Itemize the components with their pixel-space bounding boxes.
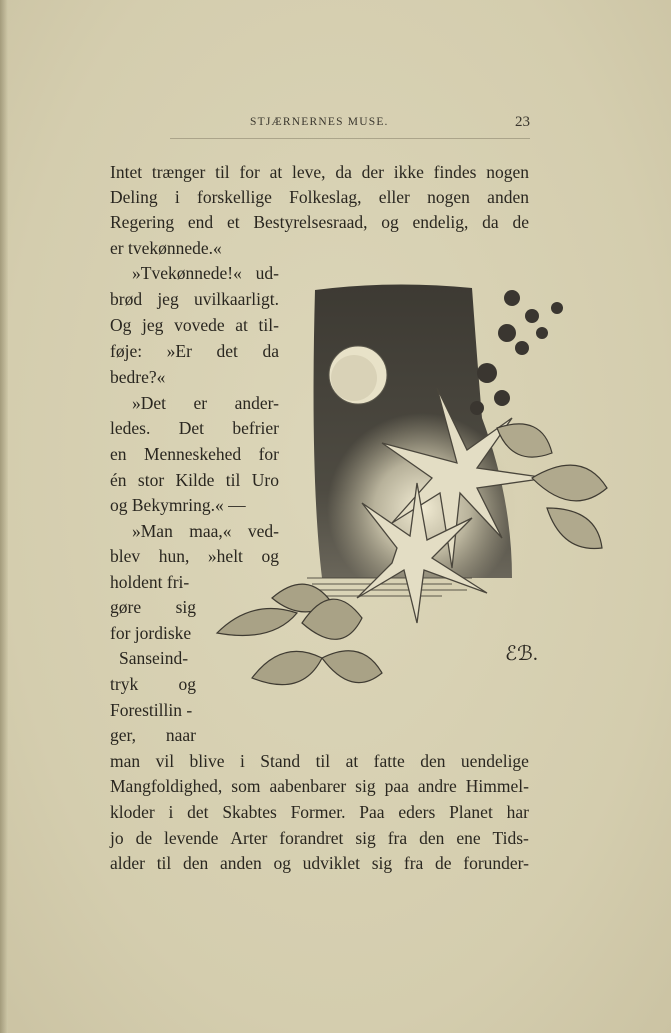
word: Planet — [449, 802, 493, 822]
word: Uro — [251, 470, 279, 490]
word: jeg — [157, 289, 179, 309]
word: til — [156, 853, 172, 873]
word: Himmel- — [465, 776, 529, 796]
word: den — [182, 853, 209, 873]
word: trænger — [151, 162, 206, 182]
text-line — [110, 727, 196, 745]
word: og — [273, 853, 291, 873]
word: »helt — [207, 546, 243, 566]
word: et — [226, 212, 240, 232]
word: Arter — [230, 828, 268, 848]
text-line — [110, 189, 529, 207]
word: ud- — [255, 263, 279, 283]
word: fra — [387, 828, 408, 848]
word: Det — [178, 418, 204, 438]
text-line: Sanseind- — [119, 648, 189, 668]
page-number: 23 — [515, 114, 530, 130]
word: sig — [355, 828, 376, 848]
word: sig — [371, 853, 393, 873]
word: Og — [110, 315, 132, 335]
word: andre — [417, 776, 457, 796]
word: leve, — [292, 162, 326, 182]
word: anden — [219, 853, 262, 873]
word: ledes. — [110, 418, 151, 438]
word: naar — [165, 725, 196, 745]
header-rule — [170, 138, 530, 139]
word: de — [435, 853, 452, 873]
word: gøre — [110, 597, 142, 617]
word: eller — [378, 187, 410, 207]
word: ikke — [393, 162, 424, 182]
word: de — [512, 212, 529, 232]
word: Regering — [110, 212, 175, 232]
word: nogen — [486, 162, 529, 182]
word: Tids- — [492, 828, 529, 848]
word: fra — [403, 853, 424, 873]
word: »Man — [132, 521, 173, 541]
word: kloder — [110, 802, 155, 822]
foliage-left — [217, 584, 382, 685]
word: føje: — [110, 341, 143, 361]
word: og — [381, 212, 399, 232]
word: til- — [258, 315, 279, 335]
word: maa,« — [189, 521, 232, 541]
page-spine-shadow — [0, 0, 8, 1033]
word: uvilkaarligt. — [193, 289, 279, 309]
word: Stand — [260, 751, 301, 771]
word: forunder- — [463, 853, 529, 873]
word: stor — [137, 470, 165, 490]
word: til — [225, 470, 241, 490]
word: for — [258, 444, 279, 464]
word: der — [361, 162, 384, 182]
text-line: bedre?« — [110, 367, 166, 387]
word: ved- — [247, 521, 279, 541]
word: tryk — [110, 674, 139, 694]
word: »Det — [132, 393, 167, 413]
word: de — [135, 828, 153, 848]
word: Intet — [110, 162, 143, 182]
word: Skabtes — [222, 802, 277, 822]
word: sig — [175, 597, 196, 617]
word: ger, — [110, 725, 137, 745]
word: at — [345, 751, 359, 771]
word: forskellige — [197, 187, 272, 207]
text-line: holdent fri- — [110, 572, 190, 592]
word: Deling — [110, 187, 158, 207]
word: er — [193, 393, 208, 413]
text-line — [110, 164, 529, 182]
word: man — [110, 751, 141, 771]
text-line — [110, 778, 529, 796]
word: alder — [110, 853, 145, 873]
text-line — [110, 804, 529, 822]
word: Folkeslag, — [289, 187, 362, 207]
word: »Tvekønnede!« — [132, 263, 242, 283]
text-line — [110, 214, 529, 232]
word: den — [420, 751, 446, 771]
word: til — [315, 751, 331, 771]
word: den — [419, 828, 445, 848]
word: nogen — [427, 187, 470, 207]
word: da — [482, 212, 499, 232]
word: udviklet — [302, 853, 361, 873]
page-header — [110, 114, 530, 134]
text-line — [110, 599, 196, 617]
word: vovede — [174, 315, 225, 335]
artist-signature: ℰℬ. — [505, 643, 538, 665]
word: i — [174, 187, 180, 207]
word: anden — [487, 187, 529, 207]
orchid-cluster — [470, 290, 563, 415]
word: da — [262, 341, 279, 361]
word: aabenbarer — [269, 776, 347, 796]
word: paa — [384, 776, 409, 796]
word: har — [506, 802, 529, 822]
word: til — [215, 162, 230, 182]
word: det — [216, 341, 238, 361]
word: fatte — [373, 751, 405, 771]
word: Former. — [290, 802, 346, 822]
word: ander- — [234, 393, 279, 413]
word: Paa — [359, 802, 385, 822]
text-line — [110, 676, 196, 694]
word: blev — [110, 546, 141, 566]
word: sig — [355, 776, 376, 796]
word: »Er — [166, 341, 192, 361]
word: Bestyrelsesraad, — [253, 212, 368, 232]
word: jo — [110, 828, 124, 848]
word: én — [110, 470, 127, 490]
word: Kilde — [175, 470, 215, 490]
word: i — [168, 802, 174, 822]
word: brød — [110, 289, 143, 309]
word: hun, — [158, 546, 190, 566]
word: at — [269, 162, 283, 182]
text-line: Forestillin - — [110, 700, 193, 720]
word: at — [235, 315, 248, 335]
word: det — [187, 802, 209, 822]
word: vil — [155, 751, 175, 771]
running-title: STJÆRNERNES MUSE. — [250, 116, 389, 128]
word: blive — [189, 751, 225, 771]
word: uendelige — [460, 751, 529, 771]
text-line — [110, 830, 529, 848]
text-line: for jordiske — [110, 623, 192, 643]
word: som — [231, 776, 261, 796]
word: og — [261, 546, 279, 566]
word: i — [239, 751, 245, 771]
word: end — [187, 212, 214, 232]
word: og — [178, 674, 196, 694]
word: befrier — [232, 418, 279, 438]
moon-flower-illustration — [212, 278, 614, 718]
word: forandret — [279, 828, 344, 848]
word: levende — [164, 828, 219, 848]
word: Menneskehed — [143, 444, 242, 464]
word: findes — [433, 162, 477, 182]
text-line: er tvekønnede.« — [110, 238, 222, 258]
word: jeg — [142, 315, 164, 335]
word: Mangfoldighed, — [110, 776, 223, 796]
text-line — [110, 855, 529, 873]
word: for — [239, 162, 260, 182]
text-line — [110, 753, 529, 771]
text-line: og Bekymring.« — — [110, 495, 246, 515]
word: endelig, — [412, 212, 469, 232]
word: en — [110, 444, 127, 464]
word: da — [335, 162, 352, 182]
word: eders — [398, 802, 436, 822]
word: ene — [456, 828, 481, 848]
